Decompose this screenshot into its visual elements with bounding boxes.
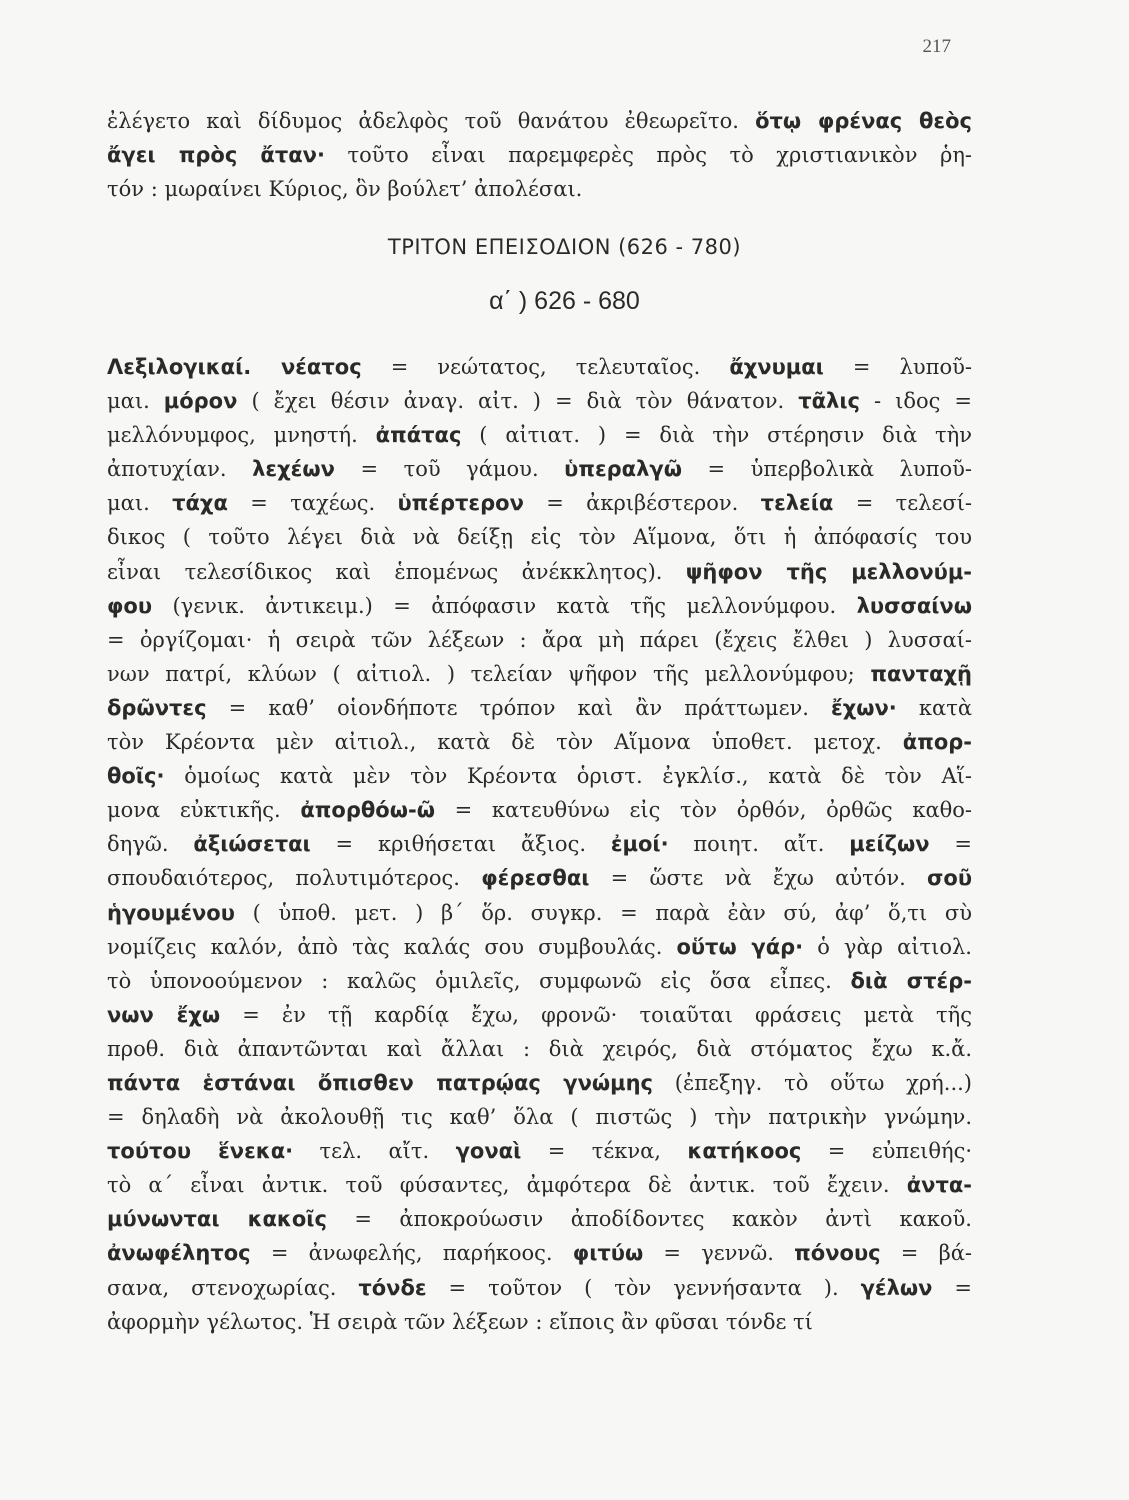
- text-segment: = ταχέως.: [227, 491, 398, 516]
- text-segment: = κριθήσεται ἄξιος.: [310, 832, 611, 857]
- text-line: [107, 725, 972, 759]
- text-segment: ( αἰτιατ. ) = διὰ τὴν στέρησιν διὰ τὴν: [461, 423, 972, 448]
- text-segment: = δηλαδὴ νὰ ἀκολουθῇ τις καθ’ ὅλα ( πιστῶς ) τὴν πατρικὴν γνώμην.: [107, 1105, 972, 1130]
- text-line: [107, 589, 972, 623]
- bold-term: δρῶντες: [107, 695, 207, 720]
- text-line: [107, 384, 972, 418]
- text-segment: μονα εὐκτικῆς.: [107, 798, 301, 823]
- text-line: [107, 555, 972, 589]
- text-segment: = ἐν τῇ καρδίᾳ ἔχω, φρονῶ· τοιαῦται φράσεις μετὰ τῆς: [220, 1002, 972, 1027]
- bold-term: ἀντα-: [906, 1173, 972, 1198]
- text-segment: προθ. διὰ ἀπαντῶνται καὶ ἄλλαι : διὰ χειρός, διὰ στόματος ἔχω κ.ἄ.: [107, 1036, 972, 1061]
- text-line: [107, 1134, 972, 1168]
- text-line: [107, 1066, 972, 1100]
- bold-term: ἄχνυμαι: [729, 355, 824, 379]
- text-segment: δικος ( τοῦτο λέγει διὰ νὰ δείξῃ εἰς τὸν Αἵμονα, ὅτι ἡ ἀπόφασίς του: [107, 525, 972, 550]
- text-line: [107, 1202, 972, 1236]
- text-segment: δηγῶ.: [107, 832, 194, 857]
- text-segment: ποιητ. αἴτ.: [668, 832, 850, 857]
- text-segment: = ὀργίζομαι· ἡ σειρὰ τῶν λέξεων : ἄρα μὴ πάρει (ἔχεις ἔλθει ) λυσσαί-: [107, 627, 972, 652]
- text-segment: ὁμοίως κατὰ μὲν τὸν Κρέοντα ὁριστ. ἐγκλίσ., κατὰ δὲ τὸν Αἵ-: [164, 764, 972, 789]
- text-line: [107, 172, 972, 206]
- text-segment: εἶναι τελεσίδικος καὶ ἑπομένως ἀνέκκλητος).: [107, 559, 686, 584]
- bold-term: ψῆφον τῆς μελλονύμ-: [685, 559, 973, 584]
- text-line: [107, 861, 972, 895]
- text-line: [107, 1236, 972, 1270]
- text-segment: σανα, στενοχωρίας.: [107, 1275, 359, 1300]
- text-segment: τὸ α΄ εἶναι ἀντικ. τοῦ φύσαντες, ἀμφότερα δὲ ἀντικ. τοῦ ἔχειν.: [107, 1173, 907, 1198]
- text-line: [107, 452, 972, 486]
- text-line: [107, 486, 972, 520]
- text-line: [107, 350, 972, 384]
- bold-term: θοῖς·: [107, 764, 165, 789]
- text-line: [107, 657, 972, 691]
- bold-term: φέρεσθαι: [481, 866, 590, 891]
- bold-term: οὕτω γάρ·: [676, 934, 804, 959]
- text-segment: = ὑπερβολικὰ λυποῦ-: [681, 457, 972, 482]
- bold-term: γέλων: [860, 1275, 933, 1300]
- text-segment: = εὐπειθής·: [801, 1139, 973, 1164]
- text-segment: τοῦτο εἶναι παρεμφερὲς πρὸς τὸ χριστιανικὸν ῥη-: [324, 143, 972, 168]
- text-segment: μελλόνυμφος, μνηστή.: [107, 423, 376, 448]
- text-segment: = βά-: [880, 1241, 972, 1266]
- text-segment: - ιδος =: [859, 389, 973, 414]
- text-segment: = ἀκριβέστερον.: [523, 491, 761, 516]
- text-line: [107, 1305, 972, 1339]
- text-segment: ( ἔχει θέσιν ἀναγ. αἰτ. ) = διὰ τὸν θάνατον.: [237, 389, 799, 414]
- text-segment: τελ. αἴτ.: [293, 1139, 456, 1164]
- text-segment: μαι.: [107, 389, 164, 414]
- text-line: [107, 104, 972, 138]
- bold-term: ἀπορ-: [902, 730, 972, 755]
- text-line: [107, 930, 972, 964]
- text-line: [107, 896, 972, 930]
- text-line: [107, 691, 972, 725]
- bold-term: ἔχων·: [831, 695, 897, 720]
- bold-term: τελεία: [760, 491, 834, 516]
- text-segment: = νεώτατος, τελευταῖος.: [361, 355, 730, 379]
- text-segment: = τέκνα,: [521, 1139, 688, 1164]
- text-line: [107, 759, 972, 793]
- text-segment: νων πατρί, κλύων ( αἰτιολ. ) τελείαν ψῆφον τῆς μελλονύμφου;: [107, 661, 871, 686]
- bold-term: ἐμοί·: [610, 832, 669, 857]
- text-segment: ὁ γὰρ αἰτιολ.: [803, 934, 972, 959]
- bold-term: ὑπέρτερον: [397, 491, 524, 516]
- bold-term: φιτύω: [572, 1241, 644, 1266]
- text-line: [107, 827, 972, 861]
- text-segment: = τοῦτον ( τὸν γεννήσαντα ).: [426, 1275, 861, 1300]
- bold-term: μύνωνται κακοῖς: [107, 1207, 327, 1232]
- text-line: [107, 1168, 972, 1202]
- subsection-title: α΄ ) 626 - 680: [489, 287, 640, 315]
- bold-term: μόρον: [163, 389, 238, 414]
- text-line: [107, 520, 972, 554]
- bold-term: πάντα ἑστάναι ὄπισθεν πατρῴας γνώμης: [107, 1070, 653, 1095]
- text-segment: κατὰ: [896, 695, 973, 720]
- bold-term: τόνδε: [358, 1275, 427, 1300]
- text-line: [107, 793, 972, 827]
- text-segment: ἀφορμὴν γέλωτος. Ἡ σειρὰ τῶν λέξεων : εἴποις ἂν φῦσαι τόνδε τί: [107, 1309, 813, 1334]
- text-segment: = ἀποκρούωσιν ἀποδίδοντες κακὸν ἀντὶ κακοῦ.: [326, 1207, 972, 1232]
- text-segment: = ὥστε νὰ ἔχω αὐτόν.: [589, 866, 928, 891]
- text-segment: ἀποτυχίαν.: [107, 457, 253, 482]
- bold-term: φου: [107, 593, 153, 618]
- text-segment: νομίζεις καλόν, ἀπὸ τὰς καλάς σου συμβουλάς.: [107, 934, 677, 959]
- bold-term: ἀπορθόω-ῶ: [300, 798, 435, 823]
- bold-term: ὅτῳ φρένας θεὸς: [755, 109, 972, 133]
- bold-term: μείζων: [849, 832, 930, 857]
- text-segment: =: [929, 832, 972, 857]
- text-segment: = ἀνωφελής, παρήκοος.: [250, 1241, 573, 1266]
- text-line: [107, 1100, 972, 1134]
- text-line: [107, 1032, 972, 1066]
- text-segment: =: [932, 1275, 972, 1300]
- bold-term: γοναὶ: [455, 1139, 522, 1164]
- text-segment: = λυποῦ-: [823, 355, 972, 379]
- text-segment: μαι.: [107, 491, 173, 516]
- text-line: [107, 998, 972, 1032]
- bold-term: λεχέων: [252, 457, 335, 482]
- bold-term: νων ἔχω: [107, 1002, 221, 1027]
- text-line: [107, 623, 972, 657]
- text-segment: = καθ’ οἱονδήποτε τρόπον καὶ ἂν πράττωμεν.: [206, 695, 832, 720]
- intro-paragraph: [107, 104, 972, 206]
- text-segment: σπουδαιότερος, πολυτιμότερος.: [107, 866, 482, 891]
- section-title: ΤΡΙΤΟΝ ΕΠΕΙΣΟΔΙΟΝ (626 - 780): [387, 235, 742, 259]
- text-segment: τὸ ὑπονοούμενον : καλῶς ὁμιλεῖς, συμφωνῶ εἰς ὅσα εἶπες.: [107, 968, 851, 993]
- bold-term: Λεξιλογικαί. νέατος: [107, 355, 362, 379]
- bold-term: ἡγουμένου: [107, 900, 235, 925]
- bold-term: ὑπεραλγῶ: [564, 457, 682, 482]
- bold-term: πόνους: [794, 1241, 881, 1266]
- bold-term: ἄγει πρὸς ἄταν·: [107, 143, 325, 168]
- text-segment: ἐλέγετο καὶ δίδυμος ἀδελφὸς τοῦ θανάτου ἐθεωρεῖτο.: [107, 109, 756, 133]
- text-line: [107, 964, 972, 998]
- bold-term: κατήκοος: [687, 1139, 802, 1164]
- bold-term: τᾶλις: [798, 389, 860, 414]
- text-line: [107, 418, 972, 452]
- bold-term: τούτου ἕνεκα·: [107, 1139, 294, 1164]
- text-segment: (ἐπεξηγ. τὸ οὕτω χρή...): [653, 1070, 972, 1095]
- text-line: [107, 1271, 972, 1305]
- bold-term: ἀπάτας: [375, 423, 462, 448]
- text-segment: τὸν Κρέοντα μὲν αἰτιολ., κατὰ δὲ τὸν Αἵμονα ὑποθετ. μετοχ.: [107, 730, 903, 755]
- bold-term: ἀνωφέλητος: [107, 1241, 251, 1266]
- text-segment: = τελεσί-: [833, 491, 972, 516]
- text-segment: = τοῦ γάμου.: [334, 457, 565, 482]
- bold-term: διὰ στέρ-: [850, 968, 972, 993]
- bold-term: τάχα: [172, 491, 228, 516]
- text-segment: (γενικ. ἀντικειμ.) = ἀπόφασιν κατὰ τῆς μελλονύμφου.: [152, 593, 857, 618]
- bold-term: ἀξιώσεται: [193, 832, 311, 857]
- glossary-paragraph: [107, 350, 972, 1339]
- bold-term: λυσσαίνω: [856, 593, 972, 618]
- text-segment: = γεννῶ.: [643, 1241, 795, 1266]
- text-segment: τόν : μωραίνει Κύριος, ὃν βούλετ’ ἀπολέσαι.: [107, 177, 583, 202]
- bold-term: σοῦ: [927, 866, 972, 891]
- page-number: 217: [922, 36, 951, 57]
- text-segment: = κατευθύνω εἰς τὸν ὀρθόν, ὀρθῶς καθο-: [434, 798, 973, 823]
- bold-term: πανταχῇ: [870, 661, 972, 686]
- text-segment: ( ὑποθ. μετ. ) β΄ ὅρ. συγκρ. = παρὰ ἐὰν σύ, ἀφ’ ὅ,τι σὺ: [234, 900, 972, 925]
- text-line: [107, 138, 972, 172]
